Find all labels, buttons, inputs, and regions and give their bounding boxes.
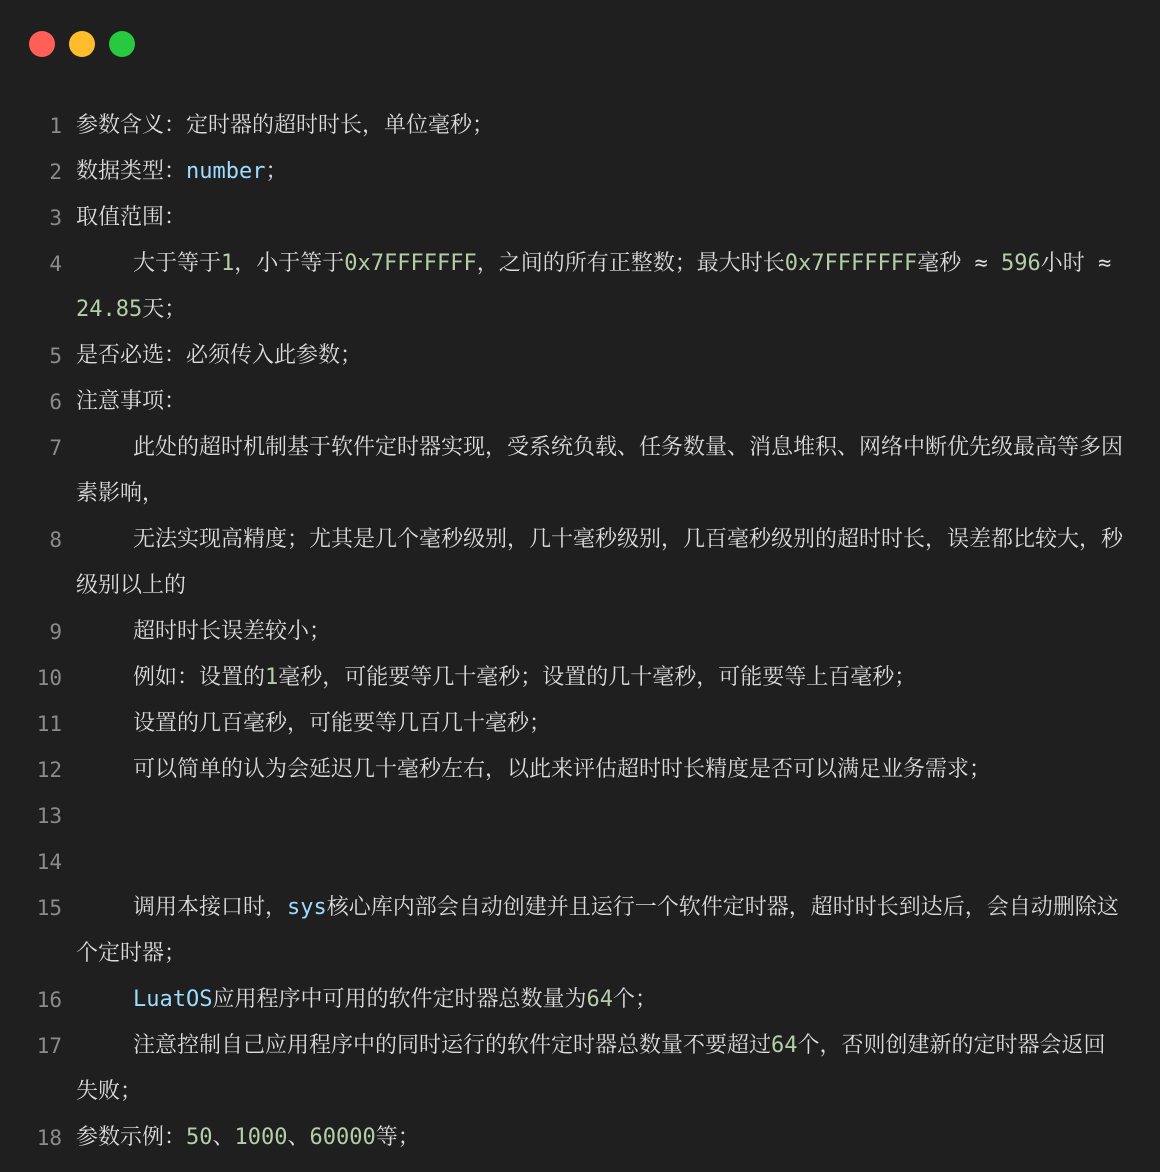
line-number: 15 bbox=[36, 896, 62, 920]
line-number: 6 bbox=[49, 390, 62, 414]
line-content bbox=[76, 195, 1126, 241]
code-line bbox=[0, 241, 1160, 333]
text-token: 注意事项： bbox=[76, 389, 187, 414]
text-token: 此处的超时机制基于软件定时器实现，受系统负载、任务数量、消息堆积、网络中断优先级最高等多因素影响， bbox=[76, 435, 1124, 506]
line-content bbox=[76, 1115, 1126, 1161]
code-line bbox=[0, 839, 1160, 885]
text-token: 毫秒 ≈ bbox=[917, 251, 1001, 276]
keyword-token: LuatOS bbox=[133, 987, 213, 1012]
line-number: 10 bbox=[36, 666, 62, 690]
line-number: 16 bbox=[36, 988, 62, 1012]
line-content bbox=[76, 701, 1126, 747]
line-number: 4 bbox=[49, 252, 62, 276]
line-content bbox=[76, 333, 1126, 379]
text-token: 个，否则创建新的定时器会返回失败； bbox=[76, 1033, 1106, 1104]
number-literal: 24.85 bbox=[76, 297, 143, 322]
text-token: 、 bbox=[287, 1125, 310, 1150]
text-token: ，小于等于 bbox=[234, 251, 345, 276]
code-line bbox=[0, 195, 1160, 241]
line-number: 7 bbox=[49, 436, 62, 460]
code-line bbox=[0, 1023, 1160, 1115]
text-token: 参数示例： bbox=[76, 1125, 187, 1150]
line-content bbox=[76, 655, 1126, 701]
number-literal: 1 bbox=[221, 251, 235, 276]
keyword-token: number bbox=[186, 159, 266, 184]
text-token: ； bbox=[265, 159, 288, 184]
line-content bbox=[76, 609, 1126, 655]
line-number: 3 bbox=[49, 206, 62, 230]
text-token: 数据类型： bbox=[76, 159, 187, 184]
text-token: 毫秒，可能要等几十毫秒；设置的几十毫秒，可能要等上百毫秒； bbox=[278, 665, 917, 690]
code-line bbox=[0, 379, 1160, 425]
line-number: 5 bbox=[49, 344, 62, 368]
number-literal: 596 bbox=[1000, 251, 1041, 276]
text-token: 例如：设置的 bbox=[133, 665, 266, 690]
text-token: 核心库内部会自动创建并且运行一个软件定时器，超时时长到达后，会自动删除这个定时器； bbox=[76, 895, 1119, 966]
number-literal: 0x7FFFFFFF bbox=[344, 251, 477, 276]
text-token: 小时 ≈ bbox=[1040, 251, 1125, 276]
line-content bbox=[76, 747, 1126, 793]
line-content bbox=[76, 793, 1126, 839]
code-line bbox=[0, 103, 1160, 149]
line-number: 8 bbox=[49, 528, 62, 552]
line-number: 18 bbox=[36, 1126, 62, 1150]
line-content bbox=[76, 425, 1126, 517]
minimize-button[interactable] bbox=[69, 31, 95, 57]
code-line bbox=[0, 1115, 1160, 1161]
line-content bbox=[76, 241, 1126, 333]
code-block bbox=[0, 103, 1160, 1161]
code-line bbox=[0, 701, 1160, 747]
code-line bbox=[0, 977, 1160, 1023]
line-content bbox=[76, 1023, 1126, 1115]
text-token: 设置的几百毫秒，可能要等几百几十毫秒； bbox=[133, 711, 552, 736]
number-literal: 1 bbox=[265, 665, 279, 690]
text-token: 参数含义：定时器的超时时长，单位毫秒； bbox=[76, 113, 495, 138]
text-token: 、 bbox=[212, 1125, 235, 1150]
maximize-button[interactable] bbox=[109, 31, 135, 57]
text-token: 无法实现高精度；尤其是几个毫秒级别，几十毫秒级别，几百毫秒级别的超时时长，误差都比较大，秒级别以上的 bbox=[76, 527, 1124, 598]
code-line bbox=[0, 793, 1160, 839]
text-token: 天； bbox=[142, 297, 187, 322]
line-number: 2 bbox=[49, 160, 62, 184]
text-token: 个； bbox=[613, 987, 658, 1012]
code-line bbox=[0, 517, 1160, 609]
text-token: 调用本接口时， bbox=[133, 895, 288, 920]
code-line bbox=[0, 149, 1160, 195]
number-literal: 64 bbox=[771, 1033, 798, 1058]
text-token: ，之间的所有正整数；最大时长 bbox=[476, 251, 785, 276]
text-token: 取值范围： bbox=[76, 205, 187, 230]
code-line bbox=[0, 885, 1160, 977]
text-token: 超时时长误差较小； bbox=[133, 619, 332, 644]
line-content bbox=[76, 149, 1126, 195]
text-token: 等； bbox=[375, 1125, 420, 1150]
line-number: 9 bbox=[49, 620, 62, 644]
code-line bbox=[0, 609, 1160, 655]
line-number: 14 bbox=[36, 850, 62, 874]
keyword-token: sys bbox=[287, 895, 327, 920]
number-literal: 1000 bbox=[234, 1125, 288, 1150]
code-line bbox=[0, 425, 1160, 517]
code-line bbox=[0, 655, 1160, 701]
text-token: 应用程序中可用的软件定时器总数量为 bbox=[212, 987, 587, 1012]
code-line bbox=[0, 333, 1160, 379]
line-number: 11 bbox=[36, 712, 62, 736]
line-content bbox=[76, 977, 1126, 1023]
text-token: 注意控制自己应用程序中的同时运行的软件定时器总数量不要超过 bbox=[133, 1033, 772, 1058]
line-content bbox=[76, 517, 1126, 609]
line-content bbox=[76, 885, 1126, 977]
number-literal: 50 bbox=[186, 1125, 213, 1150]
line-number: 1 bbox=[49, 114, 62, 138]
window-controls bbox=[29, 31, 135, 57]
code-line bbox=[0, 747, 1160, 793]
line-number: 13 bbox=[36, 804, 62, 828]
line-content bbox=[76, 103, 1126, 149]
close-button[interactable] bbox=[29, 31, 55, 57]
number-literal: 60000 bbox=[309, 1125, 376, 1150]
line-number: 12 bbox=[36, 758, 62, 782]
text-token: 是否必选：必须传入此参数； bbox=[76, 343, 363, 368]
line-content bbox=[76, 839, 1126, 885]
line-number: 17 bbox=[36, 1034, 62, 1058]
text-token: 大于等于 bbox=[133, 251, 222, 276]
line-content bbox=[76, 379, 1126, 425]
number-literal: 0x7FFFFFFF bbox=[784, 251, 918, 276]
text-token: 可以简单的认为会延迟几十毫秒左右，以此来评估超时时长精度是否可以满足业务需求； bbox=[133, 757, 992, 782]
number-literal: 64 bbox=[586, 987, 613, 1012]
